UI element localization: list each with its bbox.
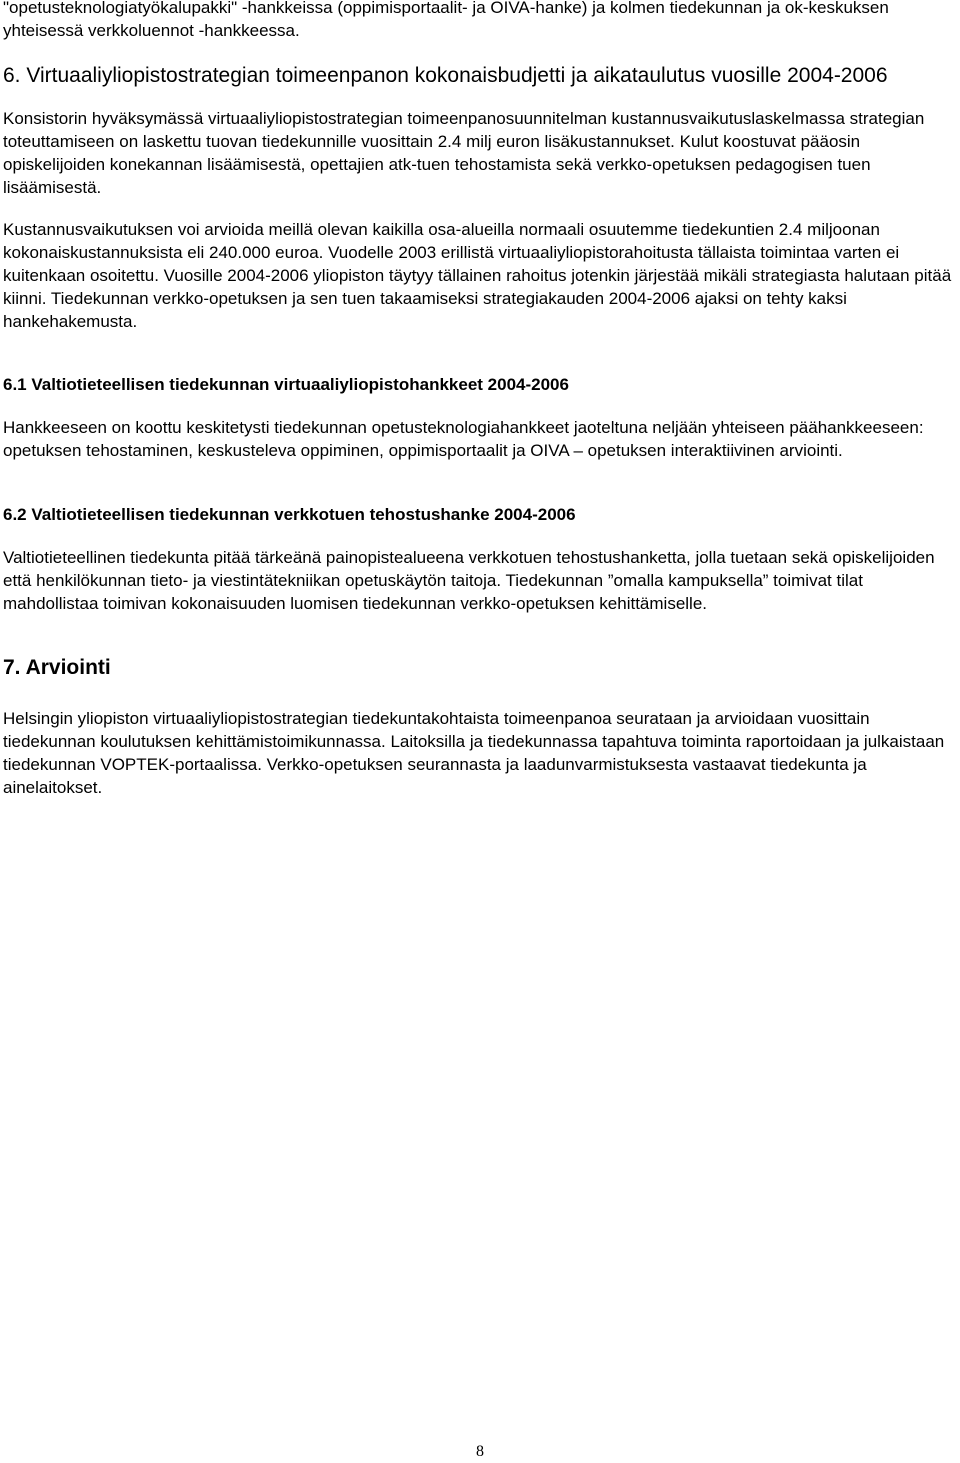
section-6-paragraph-2: Kustannusvaikutuksen voi arvioida meillä olevan kaikilla osa-alueilla normaali osuutemme tiedekuntien 2.4 miljoonan kokonaiskustannuksista eli 240.000 euroa. Vuodelle 2003 erillistä virtuaaliyliopistorahoitusta tällaista toimintaa varten ei kuitenkaan osoitettu. Vuosille 2004-2006 yliopiston täytyy tällainen rahoitus jotenkin järjestää mikäli strategiasta halutaan pitää kiinni. Tiedekunnan verkko-opetuksen ja sen tuen takaamiseksi strategiakauden 2004-2006 ajaksi on tehty kaksi hankehakemusta. [3, 220, 952, 331]
section-6-heading: 6. Virtuaaliyliopistostrategian toimeenpanon kokonaisbudjetti ja aikataulutus vuosille 2004-2006 [3, 64, 888, 87]
section-7-heading: 7. Arviointi [3, 656, 111, 679]
section-6-2-paragraph: Valtiotieteellinen tiedekunta pitää tärkeänä painopistealueena verkkotuen tehostushanketta, jolla tuetaan sekä opiskelijoiden että henkilökunnan tieto- ja viestintätekniikan opetuskäytön taitoja. Tiedekunnan ”omalla kampuksella” toimivat tilat mahdollistaa toimivan kokonaisuuden luomisen tiedekunnan verkko-opetuksen kehittämiselle. [3, 548, 935, 613]
page-number: 8 [476, 1443, 484, 1460]
section-6-2-heading: 6.2 Valtiotieteellisen tiedekunnan verkkotuen tehostushanke 2004-2006 [3, 505, 576, 524]
section-7-paragraph: Helsingin yliopiston virtuaaliyliopistostrategian tiedekuntakohtaista toimeenpanoa seurataan ja arvioidaan vuosittain tiedekunnan koulutuksen kehittämistoimikunnassa. Laitoksilla ja tiedekunnassa tapahtuva toiminta raportoidaan ja julkaistaan tiedekunnan VOPTEK-portaalissa. Verkko-opetuksen seurannasta ja laadunvarmistuksesta vastaavat tiedekunta ja ainelaitokset. [3, 709, 945, 797]
document-page [3, 0, 958, 799]
intro-paragraph: "opetusteknologiatyökalupakki" -hankkeissa (oppimisportaalit- ja OIVA-hanke) ja kolmen tiedekunnan ja ok-keskuksen yhteisessä verkkoluennot -hankkeessa. [3, 0, 889, 40]
section-6-paragraph-1: Konsistorin hyväksymässä virtuaaliyliopistostrategian toimeenpanosuunnitelman kustannusvaikutuslaskelmassa strategian toteuttamiseen on laskettu tuovan tiedekunnille vuosittain 2.4 milj euron lisäkustannukset. Kulut koostuvat pääosin opiskelijoiden konekannan lisäämisestä, opettajien atk-tuen tehostamista sekä verkko-opetuksen pedagogisen tuen lisäämisestä. [3, 109, 925, 197]
section-6-1-paragraph: Hankkeeseen on koottu keskitetysti tiedekunnan opetusteknologiahankkeet jaoteltuna neljään yhteiseen päähankkeeseen: opetuksen tehostaminen, keskusteleva oppiminen, oppimisportaalit ja OIVA – opetuksen interaktiivinen arviointi. [3, 418, 924, 460]
section-6-1-heading: 6.1 Valtiotieteellisen tiedekunnan virtuaaliyliopistohankkeet 2004-2006 [3, 375, 569, 394]
